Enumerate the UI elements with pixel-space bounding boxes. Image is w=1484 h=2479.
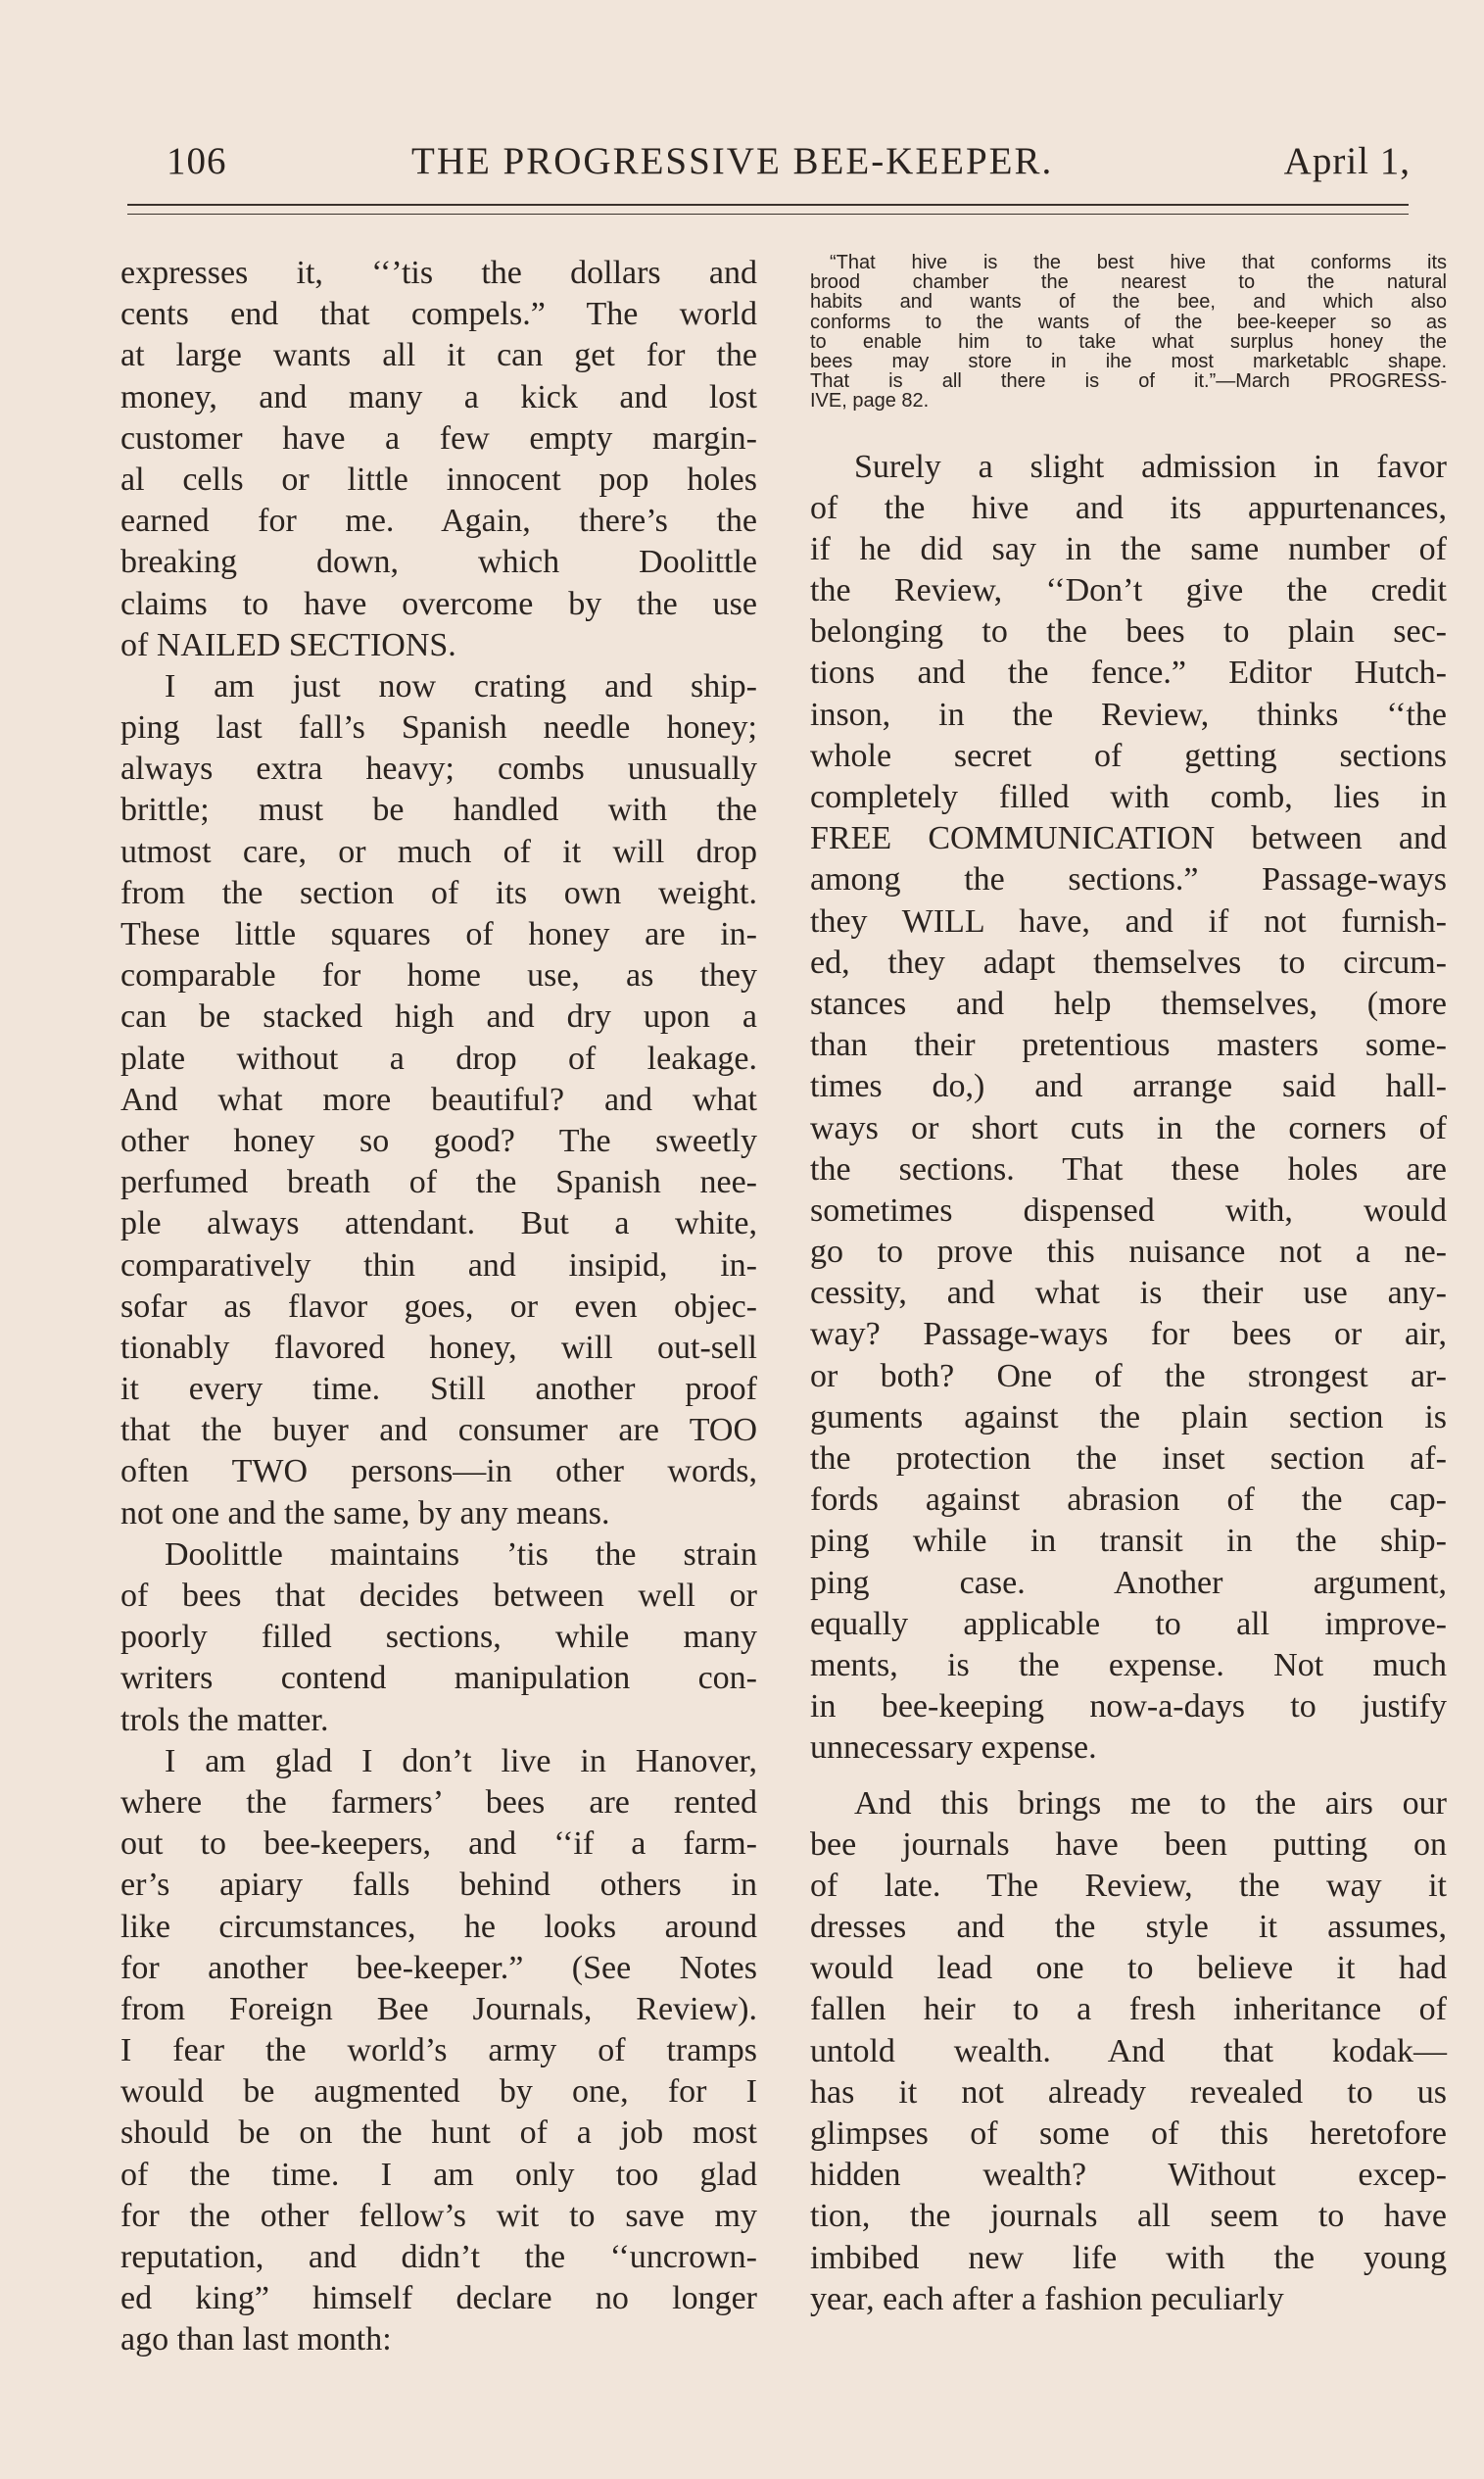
right-column [810, 253, 1447, 2320]
text-line: inson, in the Review, thinks ‘‘the [810, 696, 1447, 733]
text-line: equally applicable to all improve- [810, 1605, 1447, 1642]
text-line: comparatively thin and insipid, in- [120, 1246, 757, 1284]
text-line: fords against abrasion of the cap- [810, 1482, 1447, 1519]
text-line: ago than last month: [120, 2321, 392, 2358]
text-line: brood chamber the nearest to the natural [810, 271, 1447, 294]
text-line: ed king” himself declare no longer [120, 2280, 757, 2317]
text-line: go to prove this nuisance not a ne- [810, 1234, 1447, 1271]
text-line: al cells or little innocent pop holes [120, 461, 757, 498]
page-number: 106 [167, 140, 227, 182]
text-line: the protection the inset section af- [810, 1440, 1447, 1477]
text-line: like circumstances, he looks around [120, 1908, 757, 1945]
text-line: hidden wealth? Without excep- [810, 2157, 1447, 2194]
text-line: untold wealth. And that kodak— [810, 2032, 1447, 2069]
text-line: writers contend manipulation con- [120, 1660, 757, 1697]
text-line: from Foreign Bee Journals, Review). [120, 1990, 757, 2027]
text-line: FREE COMMUNICATION between and [810, 820, 1447, 857]
text-line: brittle; must be handled with the [120, 792, 757, 829]
text-line: times do,) and arrange said hall- [810, 1068, 1447, 1105]
text-line: guments against the plain section is [810, 1398, 1447, 1435]
text-line: completely filled with comb, lies in [810, 779, 1447, 815]
text-line: has it not already revealed to us [810, 2073, 1447, 2111]
text-line: or both? One of the strongest ar- [810, 1357, 1447, 1394]
text-line: expresses it, ‘‘’tis the dollars and [120, 255, 757, 291]
text-line: ping case. Another argument, [810, 1564, 1447, 1601]
text-line: ways or short cuts in the corners of [810, 1109, 1447, 1146]
text-line: among the sections.” Passage-ways [810, 861, 1447, 899]
text-line: conforms to the wants of the bee-keeper so as [810, 311, 1447, 333]
text-line: I am glad I don’t live in Hanover, [165, 1742, 757, 1779]
text-line: tionably flavored honey, will out-sell [120, 1329, 757, 1366]
text-line: ments, is the expense. Not much [810, 1646, 1447, 1683]
text-line: way? Passage-ways for bees or air, [810, 1316, 1447, 1353]
text-line: belonging to the bees to plain sec- [810, 613, 1447, 651]
text-line: habits and wants of the bee, and which also [810, 291, 1447, 314]
text-line: if he did say in the same number of [810, 530, 1447, 567]
right-column-body [810, 447, 1447, 2320]
header-rule-thin [127, 214, 1409, 215]
text-line: utmost care, or much of it will drop [120, 833, 757, 870]
text-line: whole secret of getting sections [810, 737, 1447, 774]
header-rule [127, 204, 1409, 206]
text-line: I am just now crating and ship- [165, 667, 757, 705]
text-line: to enable him to take what surplus honey the [810, 330, 1447, 353]
text-line: of bees that decides between well or [120, 1578, 757, 1614]
text-line: IVE, page 82. [810, 390, 930, 413]
text-line: that the buyer and consumer are TOO [120, 1412, 757, 1449]
text-line: not one and the same, by any means. [120, 1494, 610, 1531]
text-line: the Review, ‘‘Don’t give the credit [810, 572, 1447, 609]
text-line: plate without a drop of leakage. [120, 1040, 757, 1077]
text-line: claims to have overcome by the use [120, 585, 757, 622]
text-line: would be augmented by one, for I [120, 2073, 757, 2111]
text-line: than their pretentious masters some- [810, 1027, 1447, 1064]
text-line: glimpses of some of this heretofore [810, 2115, 1447, 2152]
text-line: of the time. I am only too glad [120, 2156, 757, 2193]
text-line: imbibed new life with the young [810, 2239, 1447, 2276]
text-line: breaking down, which Doolittle [120, 544, 757, 581]
text-line: That is all there is of it.”—March PROGRESS- [810, 370, 1447, 393]
text-line: ed, they adapt themselves to circum- [810, 944, 1447, 981]
text-line: cessity, and what is their use any- [810, 1275, 1447, 1312]
text-line: other honey so good? The sweetly [120, 1122, 757, 1159]
journal-title: THE PROGRESSIVE BEE-KEEPER. [411, 140, 1054, 182]
text-line: And this brings me to the airs our [854, 1784, 1447, 1822]
text-line: stances and help themselves, (more [810, 985, 1447, 1022]
text-line: always extra heavy; combs unusually [120, 751, 757, 788]
quote-block [810, 253, 1447, 412]
text-line: trols the matter. [120, 1701, 329, 1738]
text-line: unnecessary expense. [810, 1729, 1097, 1767]
text-line: These little squares of honey are in- [120, 916, 757, 952]
text-line: would lead one to believe it had [810, 1950, 1447, 1987]
text-line: tion, the journals all seem to have [810, 2198, 1447, 2235]
text-line: sofar as flavor goes, or even objec- [120, 1288, 757, 1325]
issue-date: April 1, [1283, 140, 1411, 182]
text-line: money, and many a kick and lost [120, 378, 757, 415]
text-line: for the other fellow’s wit to save my [120, 2197, 757, 2234]
text-line: Doolittle maintains ’tis the strain [165, 1535, 757, 1573]
text-line: I fear the world’s army of tramps [120, 2032, 757, 2069]
text-line: for another bee-keeper.” (See Notes [120, 1949, 757, 1986]
text-line: perfumed breath of the Spanish nee- [120, 1164, 757, 1201]
text-line: ping last fall’s Spanish needle honey; [120, 709, 757, 747]
text-line: Surely a slight admission in favor [854, 448, 1447, 485]
text-line: reputation, and didn’t the ‘‘uncrown- [120, 2239, 757, 2275]
text-line: often TWO persons—in other words, [120, 1453, 757, 1490]
text-line: it every time. Still another proof [120, 1371, 757, 1408]
text-line: of late. The Review, the way it [810, 1867, 1447, 1904]
text-line: they WILL have, and if not furnish- [810, 902, 1447, 940]
text-line: of the hive and its appurtenances, [810, 489, 1447, 526]
paragraph-gap [810, 1770, 1447, 1783]
text-line: in bee-keeping now-a-days to justify [810, 1688, 1447, 1726]
text-line: where the farmers’ bees are rented [120, 1783, 757, 1821]
text-line: er’s apiary falls behind others in [120, 1867, 757, 1904]
text-line: from the section of its own weight. [120, 874, 757, 911]
text-line: bees may store in ihe most marketablc shape. [810, 350, 1447, 372]
text-line: “That hive is the best hive that conforms its [830, 252, 1447, 273]
text-line: of NAILED SECTIONS. [120, 626, 456, 663]
text-line: ple always attendant. But a white, [120, 1205, 757, 1242]
text-line: should be on the hunt of a job most [120, 2114, 757, 2152]
page-header [167, 139, 1411, 188]
text-line: ping while in transit in the ship- [810, 1523, 1447, 1560]
text-line: cents end that compels.” The world [120, 296, 757, 333]
text-line: out to bee-keepers, and ‘‘if a farm- [120, 1825, 757, 1863]
text-line: can be stacked high and dry upon a [120, 998, 757, 1036]
text-line: poorly filled sections, while many [120, 1619, 757, 1656]
text-line: bee journals have been putting on [810, 1825, 1447, 1863]
text-line: comparable for home use, as they [120, 957, 757, 995]
text-line: tions and the fence.” Editor Hutch- [810, 655, 1447, 692]
text-line: the sections. That these holes are [810, 1150, 1447, 1188]
text-line: customer have a few empty margin- [120, 419, 757, 457]
text-line: at large wants all it can get for the [120, 337, 757, 374]
text-line: fallen heir to a fresh inheritance of [810, 1991, 1447, 2028]
text-line: year, each after a fashion peculiarly [810, 2280, 1284, 2317]
left-column [120, 253, 757, 2361]
text-line: sometimes dispensed with, would [810, 1191, 1447, 1229]
text-line: dresses and the style it assumes, [810, 1909, 1447, 1946]
text-line: And what more beautiful? and what [120, 1081, 757, 1118]
text-line: earned for me. Again, there’s the [120, 503, 757, 540]
